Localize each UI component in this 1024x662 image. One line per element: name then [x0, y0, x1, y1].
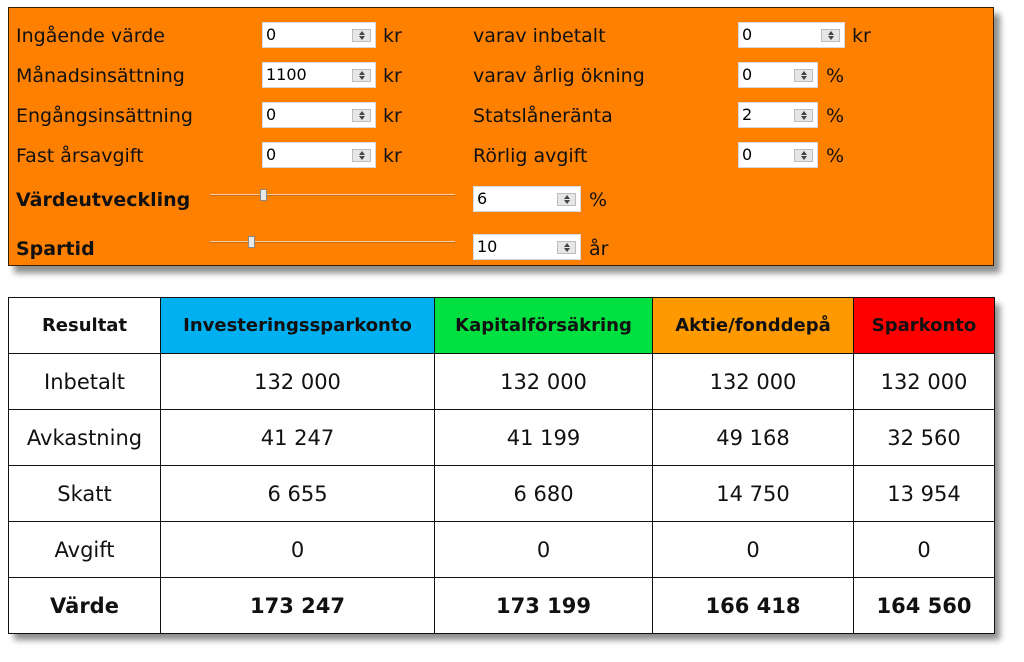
table-cell: 132 000 [435, 354, 653, 410]
table-cell: 49 168 [653, 410, 854, 466]
row-label: Inbetalt [9, 354, 161, 410]
table-cell: 0 [161, 522, 435, 578]
unit-label: kr [383, 25, 402, 47]
rorlig-avgift-input[interactable]: 0 [738, 142, 818, 168]
fast-arsavgift-input[interactable]: 0 [262, 142, 376, 168]
spinner-icon[interactable] [352, 69, 371, 82]
spinner-icon[interactable] [352, 29, 371, 42]
header-resultat: Resultat [9, 298, 161, 354]
table-cell: 173 247 [161, 578, 435, 634]
row-label: Värde [9, 578, 161, 634]
unit-label: % [826, 145, 845, 167]
label-fast-arsavgift: Fast årsavgift [16, 145, 144, 167]
label-varav-arlig-okning: varav årlig ökning [473, 65, 645, 87]
spinner-icon[interactable] [557, 241, 576, 254]
header-kapitalforsakring: Kapitalförsäkring [435, 298, 653, 354]
engangsinsattning-input[interactable]: 0 [262, 102, 376, 128]
results-table [8, 297, 995, 634]
table-cell: 32 560 [854, 410, 995, 466]
header-aktie-fonddepa: Aktie/fonddepå [653, 298, 854, 354]
row-label: Skatt [9, 466, 161, 522]
unit-label: år [589, 238, 609, 260]
slider-track [210, 241, 455, 243]
table-cell: 132 000 [854, 354, 995, 410]
spartid-slider[interactable] [210, 235, 455, 249]
input-panel [8, 7, 994, 266]
table-cell: 0 [653, 522, 854, 578]
table-cell: 41 247 [161, 410, 435, 466]
table-cell: 6 680 [435, 466, 653, 522]
spinner-icon[interactable] [352, 149, 371, 162]
unit-label: % [826, 105, 845, 127]
slider-track [210, 194, 455, 196]
label-ingaende-varde: Ingående värde [16, 25, 165, 47]
spinner-icon[interactable] [794, 109, 813, 122]
manadsinsattning-input[interactable]: 1100 [262, 62, 376, 88]
table-cell: 173 199 [435, 578, 653, 634]
table-cell: 132 000 [161, 354, 435, 410]
label-engangsinsattning: Engångsinsättning [16, 105, 193, 127]
spinner-icon[interactable] [794, 149, 813, 162]
ingaende-varde-input[interactable]: 0 [262, 22, 376, 48]
table-cell: 14 750 [653, 466, 854, 522]
header-investeringssparkonto: Investeringssparkonto [161, 298, 435, 354]
table-cell: 0 [854, 522, 995, 578]
spinner-icon[interactable] [794, 69, 813, 82]
label-rorlig-avgift: Rörlig avgift [473, 145, 588, 167]
slider-thumb[interactable] [260, 189, 267, 201]
unit-label: % [589, 189, 608, 211]
row-label: Avgift [9, 522, 161, 578]
spinner-icon[interactable] [352, 109, 371, 122]
spinner-icon[interactable] [821, 29, 840, 42]
unit-label: kr [383, 105, 402, 127]
table-row-total [9, 578, 995, 634]
header-sparkonto: Sparkonto [854, 298, 995, 354]
table-row [9, 354, 995, 410]
slider-thumb[interactable] [248, 236, 255, 248]
table-row [9, 466, 995, 522]
vardeutveckling-slider[interactable] [210, 188, 455, 202]
table-header-row [9, 298, 995, 354]
label-manadsinsattning: Månadsinsättning [16, 65, 185, 87]
label-statslaneranta: Statslåneränta [473, 105, 613, 127]
table-cell: 166 418 [653, 578, 854, 634]
label-spartid: Spartid [16, 238, 95, 260]
table-cell: 132 000 [653, 354, 854, 410]
table-cell: 6 655 [161, 466, 435, 522]
varav-arlig-okning-input[interactable]: 0 [738, 62, 818, 88]
unit-label: % [826, 65, 845, 87]
statslaneranta-input[interactable]: 2 [738, 102, 818, 128]
unit-label: kr [852, 25, 871, 47]
table-cell: 0 [435, 522, 653, 578]
spartid-input[interactable]: 10 [473, 234, 581, 260]
spinner-icon[interactable] [557, 193, 576, 206]
unit-label: kr [383, 65, 402, 87]
table-row [9, 410, 995, 466]
varav-inbetalt-input[interactable]: 0 [738, 22, 845, 48]
results-table-wrapper [8, 297, 994, 633]
label-vardeutveckling: Värdeutveckling [16, 189, 191, 211]
row-label: Avkastning [9, 410, 161, 466]
label-varav-inbetalt: varav inbetalt [473, 25, 606, 47]
vardeutveckling-input[interactable]: 6 [473, 186, 581, 212]
table-cell: 41 199 [435, 410, 653, 466]
unit-label: kr [383, 145, 402, 167]
table-cell: 164 560 [854, 578, 995, 634]
table-row [9, 522, 995, 578]
table-cell: 13 954 [854, 466, 995, 522]
